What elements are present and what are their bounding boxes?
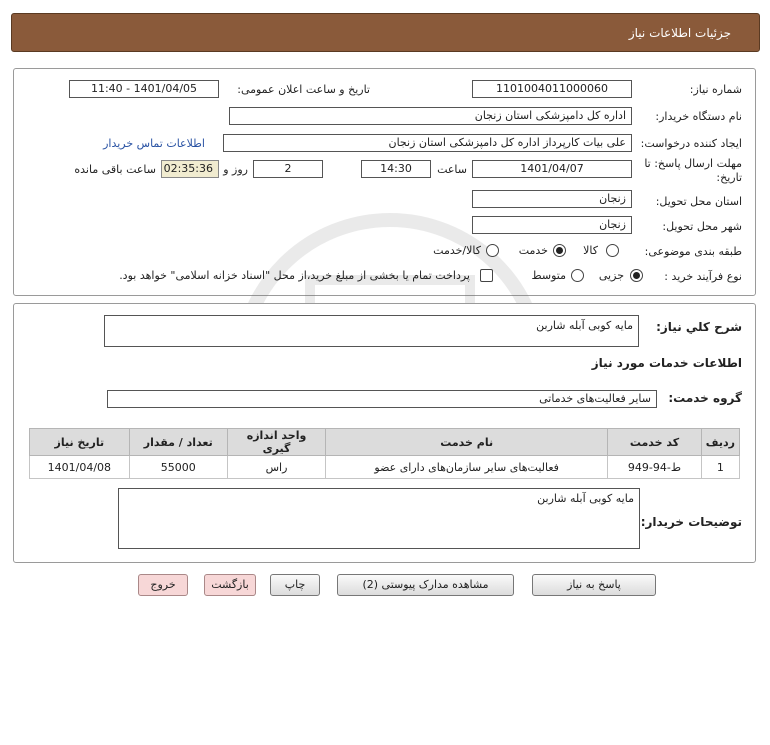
- treasury-payment-note: پرداخت تمام یا بخشی از مبلغ خرید،از محل "اسناد خزانه اسلامی" خواهد بود.: [119, 269, 470, 282]
- days-remaining-field: 2: [253, 160, 323, 178]
- category-service-label: خدمت: [518, 244, 548, 257]
- summary-field: مایه کوبی آبله شاربن: [104, 315, 639, 347]
- process-medium-radio[interactable]: [571, 269, 584, 282]
- buyer-notes-label: توضیحات خریدار:: [640, 515, 742, 529]
- need-number-label: شماره نیاز:: [689, 83, 742, 96]
- print-button[interactable]: چاپ: [270, 574, 320, 596]
- category-service-radio[interactable]: [553, 244, 566, 257]
- process-type-label: نوع فرآیند خرید :: [664, 270, 742, 283]
- deadline-time-label: ساعت: [437, 163, 467, 176]
- treasury-payment-checkbox[interactable]: [480, 269, 493, 282]
- page-header: [11, 13, 760, 52]
- days-label: روز و: [223, 163, 248, 176]
- service-group-field: سایر فعالیت‌های خدماتی: [107, 390, 657, 408]
- cell-name: فعالیت‌های سایر سازمان‌های دارای عضو: [326, 456, 608, 479]
- category-label: طبقه بندی موضوعی:: [644, 245, 742, 258]
- deadline-date-field: 1401/04/07: [472, 160, 632, 178]
- reply-button[interactable]: پاسخ به نیاز: [532, 574, 656, 596]
- requester-label: ایجاد کننده درخواست:: [640, 137, 742, 150]
- city-field: زنجان: [472, 216, 632, 234]
- buyer-org-field: اداره کل دامپزشکی استان زنجان: [229, 107, 632, 125]
- deadline-label-line2: تاریخ:: [716, 171, 742, 184]
- buyer-org-label: نام دستگاه خریدار:: [655, 110, 742, 123]
- col-code-header: کد خدمت: [608, 429, 702, 456]
- col-qty-header: تعداد / مقدار: [129, 429, 227, 456]
- category-goods-service-label: کالا/خدمت: [433, 244, 481, 257]
- cell-code: ط-94-949: [608, 456, 702, 479]
- buyer-notes-field: مایه کوبی آبله شاربن: [118, 488, 640, 549]
- table-row: [30, 456, 740, 479]
- exit-button[interactable]: خروج: [138, 574, 188, 596]
- announce-label: تاریخ و ساعت اعلان عمومی:: [237, 83, 370, 96]
- process-minor-radio[interactable]: [630, 269, 643, 282]
- need-number-field: 1101004011000060: [472, 80, 632, 98]
- back-button[interactable]: بازگشت: [204, 574, 256, 596]
- province-field: زنجان: [472, 190, 632, 208]
- remaining-label: ساعت باقی مانده: [74, 163, 156, 176]
- need-info-panel: [13, 68, 756, 296]
- process-minor-label: جزیی: [598, 269, 624, 282]
- province-label: استان محل تحویل:: [655, 195, 742, 208]
- category-goods-label: کالا: [583, 244, 598, 257]
- summary-label: شرح کلي نياز:: [656, 320, 742, 334]
- announce-field: 1401/04/05 - 11:40: [69, 80, 219, 98]
- view-attachments-button[interactable]: مشاهده مدارک پیوستی (2): [337, 574, 514, 596]
- col-unit-header: واحد اندازه گیری: [227, 429, 325, 456]
- service-group-label: گروه خدمت:: [668, 391, 742, 405]
- category-goods-service-radio[interactable]: [486, 244, 499, 257]
- col-date-header: تاریخ نیاز: [30, 429, 130, 456]
- buyer-contact-link[interactable]: اطلاعات تماس خریدار: [103, 137, 205, 150]
- deadline-label-line1: مهلت ارسال پاسخ: تا: [644, 157, 742, 170]
- cell-row: 1: [701, 456, 739, 479]
- cell-qty: 55000: [129, 456, 227, 479]
- cell-date: 1401/04/08: [30, 456, 130, 479]
- services-table: [29, 428, 740, 479]
- cell-unit: راس: [227, 456, 325, 479]
- requester-field: علی بیات کارپرداز اداره کل دامپزشکی استان زنجان: [223, 134, 632, 152]
- city-label: شهر محل تحویل:: [662, 220, 742, 233]
- time-remaining-field: 02:35:36: [161, 160, 219, 178]
- services-title: اطلاعات خدمات مورد نیاز: [591, 356, 742, 370]
- col-row-header: ردیف: [701, 429, 739, 456]
- process-medium-label: متوسط: [531, 269, 566, 282]
- page-title: جزئیات اطلاعات نیاز: [628, 26, 731, 40]
- col-name-header: نام خدمت: [326, 429, 608, 456]
- deadline-time-field: 14:30: [361, 160, 431, 178]
- table-header-row: [30, 429, 740, 456]
- category-goods-radio[interactable]: [606, 244, 619, 257]
